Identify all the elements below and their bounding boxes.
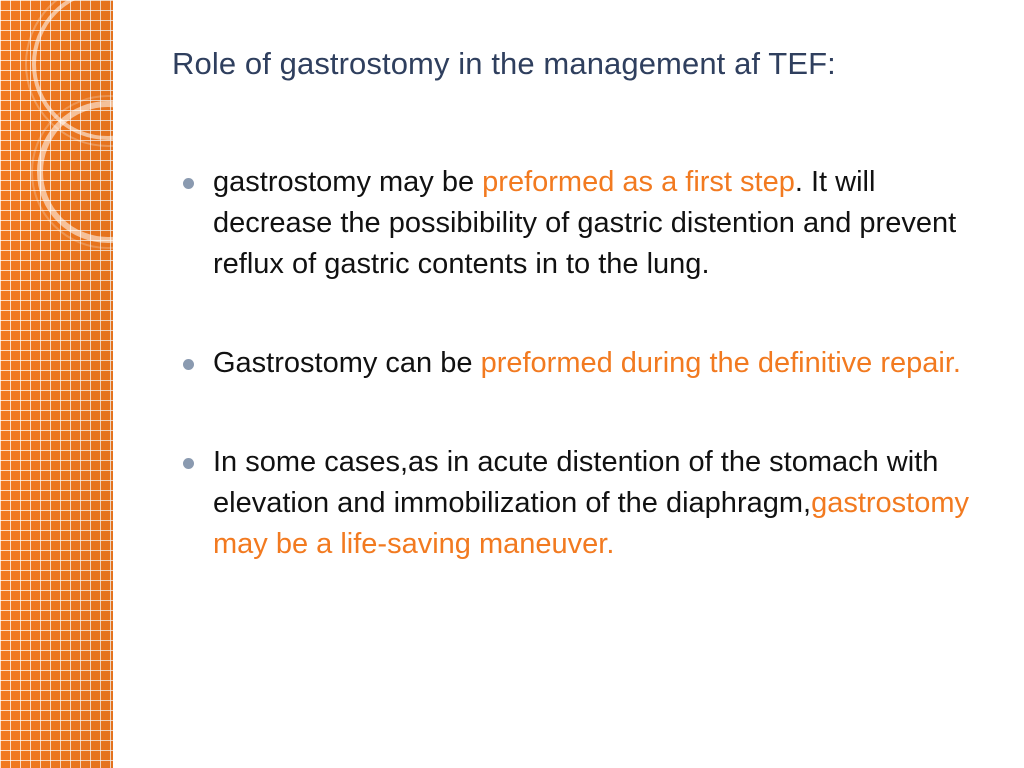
bullet-dot-icon bbox=[183, 178, 194, 189]
bullet-highlight: gastrostomy may be a life-saving maneuver. bbox=[213, 487, 970, 560]
bullet-item bbox=[183, 442, 978, 565]
bullet-highlight: preformed as a first step bbox=[482, 166, 795, 198]
decorative-rings bbox=[0, 0, 180, 260]
bullet-item bbox=[183, 343, 978, 384]
bullet-highlight: preformed during the definitive repair. bbox=[480, 347, 961, 379]
bullet-dot-icon bbox=[183, 458, 194, 469]
bullet-text: In some cases,as in acute distention of the stomach with elevation and immobilization of the diaphragm, bbox=[213, 446, 939, 519]
bullet-text: gastrostomy may be bbox=[213, 166, 483, 198]
bullet-text-tail: . It will decrease the possibibility of gastric distention and prevent reflux of gastric contents in to the lung. bbox=[213, 166, 957, 280]
bullet-list bbox=[183, 162, 978, 623]
slide-title: Role of gastrostomy in the management af TEF: bbox=[172, 46, 836, 81]
ring-icon-small bbox=[40, 104, 176, 240]
bullet-dot-icon bbox=[183, 359, 194, 370]
bullet-text: Gastrostomy can be bbox=[213, 347, 481, 379]
bullet-item bbox=[183, 162, 978, 285]
